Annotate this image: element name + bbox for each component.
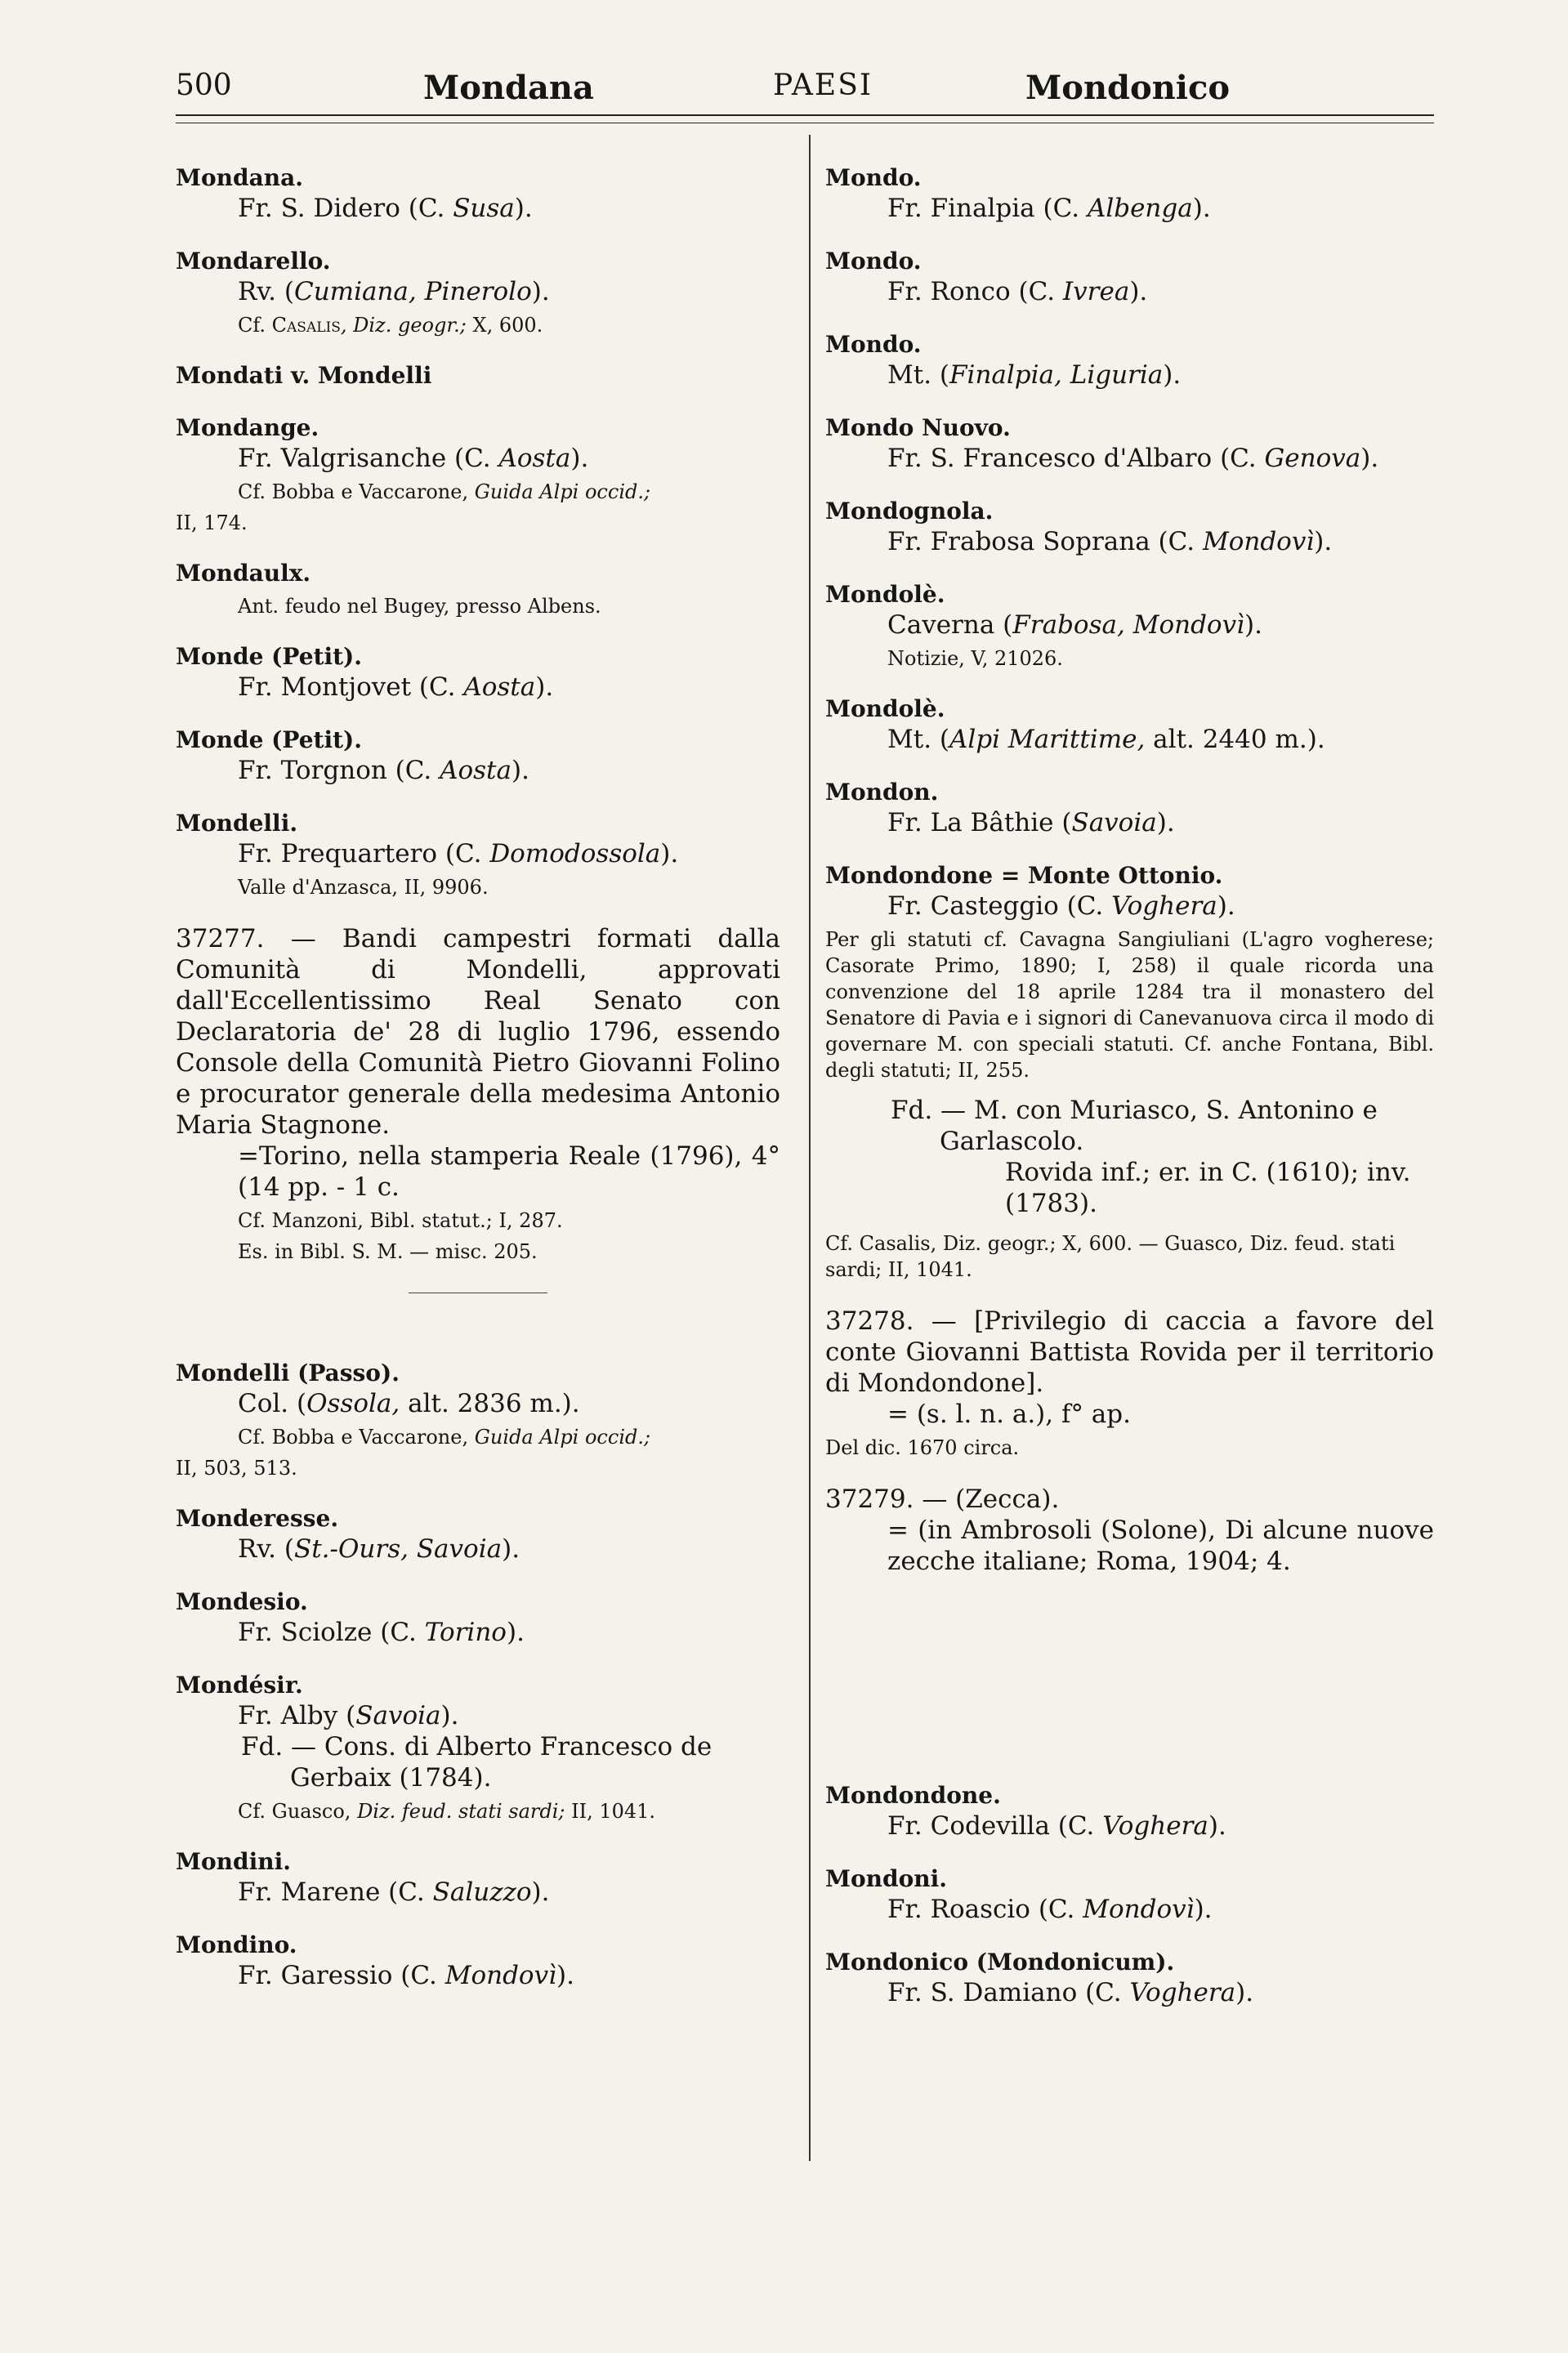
entry-note: Cf. Bobba e Vaccarone, Guida Alpi occid.; — [238, 1426, 651, 1449]
entry — [176, 726, 780, 786]
entry-line: Fr. S. Francesco d'Albaro (C. Genova). — [887, 444, 1379, 473]
entry-line: Fr. Montjovet (C. Aosta). — [238, 672, 554, 702]
entry — [825, 163, 1434, 224]
bibliography-record — [825, 1484, 1434, 1577]
entry — [825, 1864, 1434, 1925]
entry-note: Per gli statuti cf. Cavagna Sangiuliani (L'agro vogherese; Casorate Primo, 1890; I, 258) il quale ricorda una convenzione del 18 aprile 1284 tra il monastero del Senatore di Pavia e i signori di Canevanuova circa il modo di governare M. con speciali statuti. Cf. anche Fontana, Bibl. degli statuti; II, 255. — [825, 928, 1434, 1082]
entry-line: Caverna (Frabosa, Mondovì). — [887, 610, 1262, 640]
entry — [825, 778, 1434, 838]
entry — [176, 413, 780, 536]
entry — [176, 642, 780, 703]
entry-heading: Mondati v. Mondelli — [176, 362, 432, 389]
entry-note: Cf. Manzoni, Bibl. statut.; I, 287. — [238, 1209, 563, 1232]
record-text: 37279. — (Zecca). — [825, 1485, 1060, 1514]
entry-note: II, 503, 513. — [176, 1457, 297, 1480]
entry-line: Fr. Garessio (C. Mondovì). — [238, 1961, 574, 1990]
record-imprint: = (s. l. n. a.), f° ap. — [887, 1400, 1131, 1429]
entry-line: Fd. — Cons. di Alberto Francesco de Gerbaix (1784). — [241, 1732, 713, 1793]
entry-heading: Mondésir. — [176, 1672, 303, 1699]
entry — [825, 1781, 1434, 1842]
entry-heading: Mondelli. — [176, 810, 298, 837]
entry-heading: Mondon. — [825, 779, 939, 806]
entry-note: Es. in Bibl. S. M. — misc. 205. — [238, 1240, 538, 1263]
entry-note: Ant. feudo nel Bugey, presso Albens. — [238, 595, 601, 618]
left-column — [176, 163, 780, 2014]
entry-line: Fr. Codevilla (C. Voghera). — [887, 1811, 1226, 1841]
entry-line: Fr. La Bâthie (Savoia). — [887, 808, 1175, 837]
entry-line: Fr. Casteggio (C. Voghera). — [887, 891, 1235, 921]
entry-heading: Mondo. — [825, 248, 922, 275]
entry-note: Notizie, V, 21026. — [887, 647, 1063, 670]
right-column — [825, 163, 1434, 2031]
entry-heading: Mondo Nuovo. — [825, 414, 1011, 441]
entry-note: Cf. Casalis, Diz. geogr.; X, 600. — [238, 314, 543, 337]
entry-line: Fr. Sciolze (C. Torino). — [238, 1618, 525, 1647]
entry — [176, 559, 780, 619]
entry-line: Fr. Prequartero (C. Domodossola). — [238, 839, 679, 868]
entry-line: Fr. Finalpia (C. Albenga). — [887, 194, 1211, 223]
entry — [176, 163, 780, 224]
entry-heading: Mondoni. — [825, 1865, 948, 1892]
entry-heading: Mondarello. — [176, 248, 331, 275]
entry-heading: Mondo. — [825, 164, 922, 191]
entry-heading: Monderesse. — [176, 1505, 339, 1532]
entry-line: Fr. S. Damiano (C. Voghera). — [887, 1978, 1254, 2007]
entry-note: Cf. Casalis, Diz. geogr.; X, 600. — Guasco, Diz. feud. stati sardi; II, 1041. — [825, 1232, 1396, 1281]
entry-note: Valle d'Anzasca, II, 9906. — [238, 876, 489, 899]
entry-heading: Mondaulx. — [176, 560, 311, 587]
entry-line: Fr. Roascio (C. Mondovì). — [887, 1895, 1213, 1924]
entry-line: Fr. S. Didero (C. Susa). — [238, 194, 533, 223]
entry — [825, 413, 1434, 474]
entry-line: Fr. Ronco (C. Ivrea). — [887, 277, 1148, 306]
entry-heading: Mondonico (Mondonicum). — [825, 1949, 1175, 1976]
entry-note: Del dic. 1670 circa. — [825, 1436, 1020, 1459]
entry-heading: Mondini. — [176, 1848, 291, 1875]
entry — [176, 247, 780, 338]
entry-note: II, 174. — [176, 511, 248, 534]
entry — [176, 361, 780, 391]
bibliography-record — [825, 1306, 1434, 1461]
entry-heading: Mondana. — [176, 164, 303, 191]
entry-heading: Mondino. — [176, 1931, 297, 1958]
entry-heading: Mondondone = Monte Ottonio. — [825, 862, 1223, 889]
header-last-entry: Mondonico — [1025, 69, 1230, 107]
entry-line: Fr. Alby (Savoia). — [238, 1701, 459, 1730]
entry-line: Col. (Ossola, alt. 2836 m.). — [238, 1389, 580, 1418]
entry-heading: Monde (Petit). — [176, 726, 363, 753]
entry-line: Fr. Frabosa Soprana (C. Mondovì). — [887, 527, 1333, 556]
entry — [176, 1587, 780, 1648]
bibliography-record — [176, 923, 780, 1293]
entry — [176, 1671, 780, 1824]
entry-note: Cf. Bobba e Vaccarone, Guida Alpi occid.; — [238, 480, 651, 503]
entry-heading: Mondondone. — [825, 1782, 1001, 1809]
entry — [825, 861, 1434, 1283]
entry-heading: Mondolè. — [825, 581, 945, 608]
entry — [825, 497, 1434, 557]
header-first-entry: Mondana — [423, 69, 594, 107]
entry-note: Cf. Guasco, Diz. feud. stati sardi; II, 1041. — [238, 1800, 656, 1823]
entry — [176, 1359, 780, 1481]
record-imprint: = (in Ambrosoli (Solone), Di alcune nuove zecche italiane; Roma, 1904; 4. — [887, 1516, 1434, 1576]
running-header — [0, 54, 1568, 111]
entry-heading: Mondelli (Passo). — [176, 1360, 400, 1386]
page-number: 500 — [176, 69, 232, 102]
entry — [825, 1948, 1434, 2008]
entry-heading: Mondange. — [176, 414, 319, 441]
entry — [825, 694, 1434, 755]
header-section: PAESI — [773, 69, 873, 102]
column-divider — [809, 135, 811, 2161]
entry-line: Fr. Torgnon (C. Aosta). — [238, 756, 529, 785]
entry-line: Mt. (Alpi Marittime, alt. 2440 m.). — [887, 725, 1325, 754]
entry-heading: Mondo. — [825, 331, 922, 358]
entry-line: Rv. (St.-Ours, Savoia). — [238, 1534, 520, 1564]
entry-heading: Monde (Petit). — [176, 643, 363, 670]
entry — [176, 1504, 780, 1565]
entry — [176, 1931, 780, 1991]
entry — [176, 809, 780, 900]
record-imprint: =Torino, nella stamperia Reale (1796), 4° (14 pp. - 1 c. — [238, 1141, 780, 1202]
record-text: 37277. — Bandi campestri formati dalla Comunità di Mondelli, approvati dall'Eccellentissimo Real Senato con Declaratoria de' 28 di luglio 1796, essendo Console della Comunità Pietro Giovanni Folino e procurator generale della medesima Antonio Maria Stagnone. — [176, 924, 780, 1140]
entry-line: Fr. Valgrisanche (C. Aosta). — [238, 444, 589, 473]
entry-heading: Mondolè. — [825, 695, 945, 722]
entry — [825, 330, 1434, 391]
entry-line: Rv. (Cumiana, Pinerolo). — [238, 277, 550, 306]
entry-heading: Mondognola. — [825, 498, 994, 525]
entry-heading: Mondesio. — [176, 1588, 308, 1615]
record-text: 37278. — [Privilegio di caccia a favore del conte Giovanni Battista Rovida per il territorio di Mondondone]. — [825, 1306, 1434, 1398]
entry-line: Fd. — M. con Muriasco, S. Antonino e Garlascolo. — [891, 1096, 1378, 1156]
entry-line: Mt. (Finalpia, Liguria). — [887, 360, 1182, 390]
entry — [825, 247, 1434, 307]
entry-line: Fr. Marene (C. Saluzzo). — [238, 1877, 550, 1907]
entry — [825, 580, 1434, 672]
entry — [176, 1847, 780, 1908]
entry-line: Rovida inf.; er. in C. (1610); inv. (1783). — [1005, 1158, 1411, 1218]
header-rule — [176, 114, 1434, 116]
